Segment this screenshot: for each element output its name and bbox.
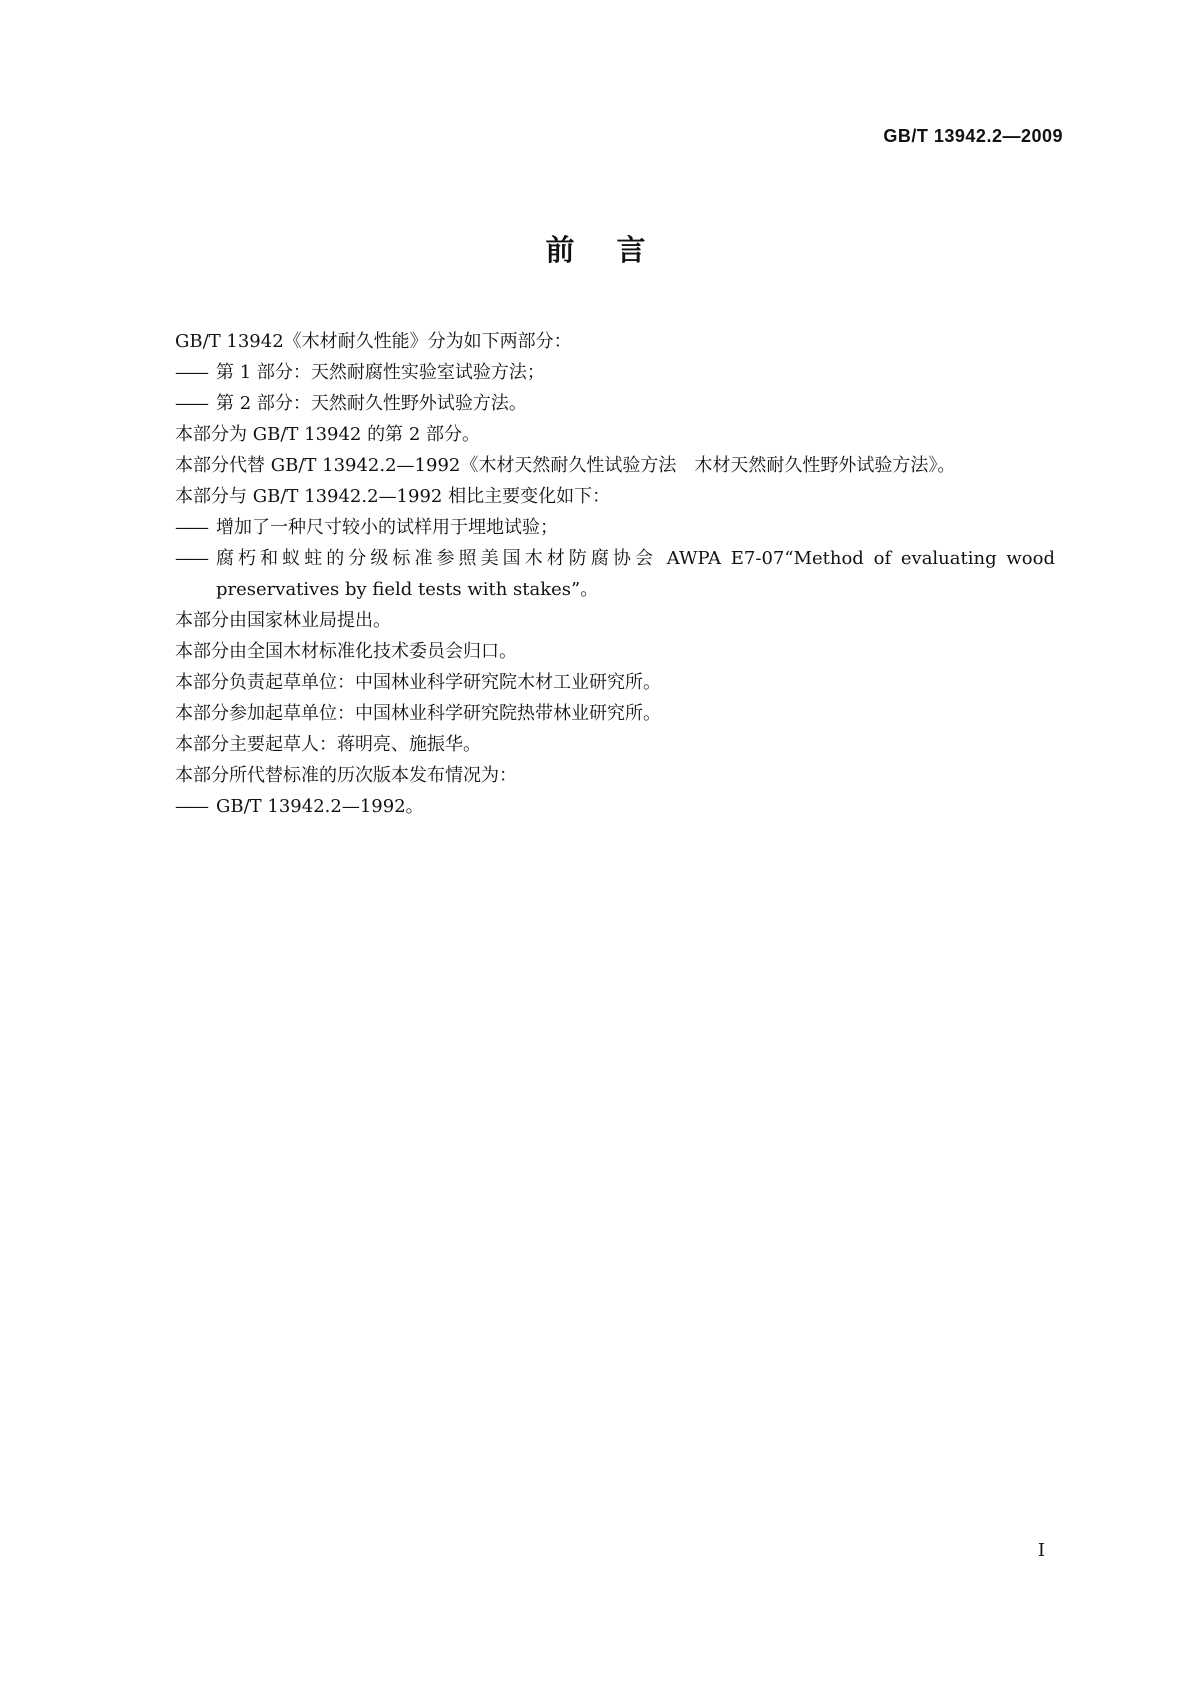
list-item-text: 第 2 部分：天然耐久性野外试验方法。 [216, 393, 527, 414]
list-item [175, 388, 1055, 419]
standard-number: GB/T 13942.2—2009 [883, 126, 1063, 146]
list-item-text: 增加了一种尺寸较小的试样用于埋地试验； [216, 517, 558, 538]
list-item-text: GB/T 13942.2—1992。 [216, 796, 424, 817]
dash-bullet: —— [175, 548, 207, 569]
list-item-text: 腐朽和蚁蛀的分级标准参照美国木材防腐协会 AWPA E7-07“Method of evaluating wood preservatives by field tests with stakes”。 [216, 548, 1055, 600]
paragraph: 本部分为 GB/T 13942 的第 2 部分。 [175, 424, 480, 445]
list-item [175, 357, 1055, 388]
list-item-text: 第 1 部分：天然耐腐性实验室试验方法； [216, 362, 545, 383]
paragraph: 本部分负责起草单位：中国林业科学研究院木材工业研究所。 [175, 672, 661, 693]
paragraph: 本部分参加起草单位：中国林业科学研究院热带林业研究所。 [175, 703, 661, 724]
dash-bullet: —— [175, 796, 207, 817]
paragraph: 本部分所代替标准的历次版本发布情况为： [175, 765, 517, 786]
paragraph: 本部分代替 GB/T 13942.2—1992《木材天然耐久性试验方法 木材天然耐久性野外试验方法》。 [175, 455, 956, 476]
list-item [175, 543, 1055, 605]
dash-bullet: —— [175, 517, 207, 538]
paragraph: 本部分与 GB/T 13942.2—1992 相比主要变化如下： [175, 486, 611, 507]
page-number: I [1037, 1540, 1045, 1561]
paragraph: 本部分由国家林业局提出。 [175, 610, 391, 631]
list-item [175, 512, 1055, 543]
list-item [175, 791, 1055, 822]
dash-bullet: —— [175, 362, 207, 383]
dash-bullet: —— [175, 393, 207, 414]
foreword-body [175, 326, 1055, 822]
page-title: 前言 [545, 233, 688, 267]
paragraph: GB/T 13942《木材耐久性能》分为如下两部分： [175, 331, 572, 352]
paragraph: 本部分由全国木材标准化技术委员会归口。 [175, 641, 517, 662]
paragraph: 本部分主要起草人：蒋明亮、施振华。 [175, 734, 481, 755]
